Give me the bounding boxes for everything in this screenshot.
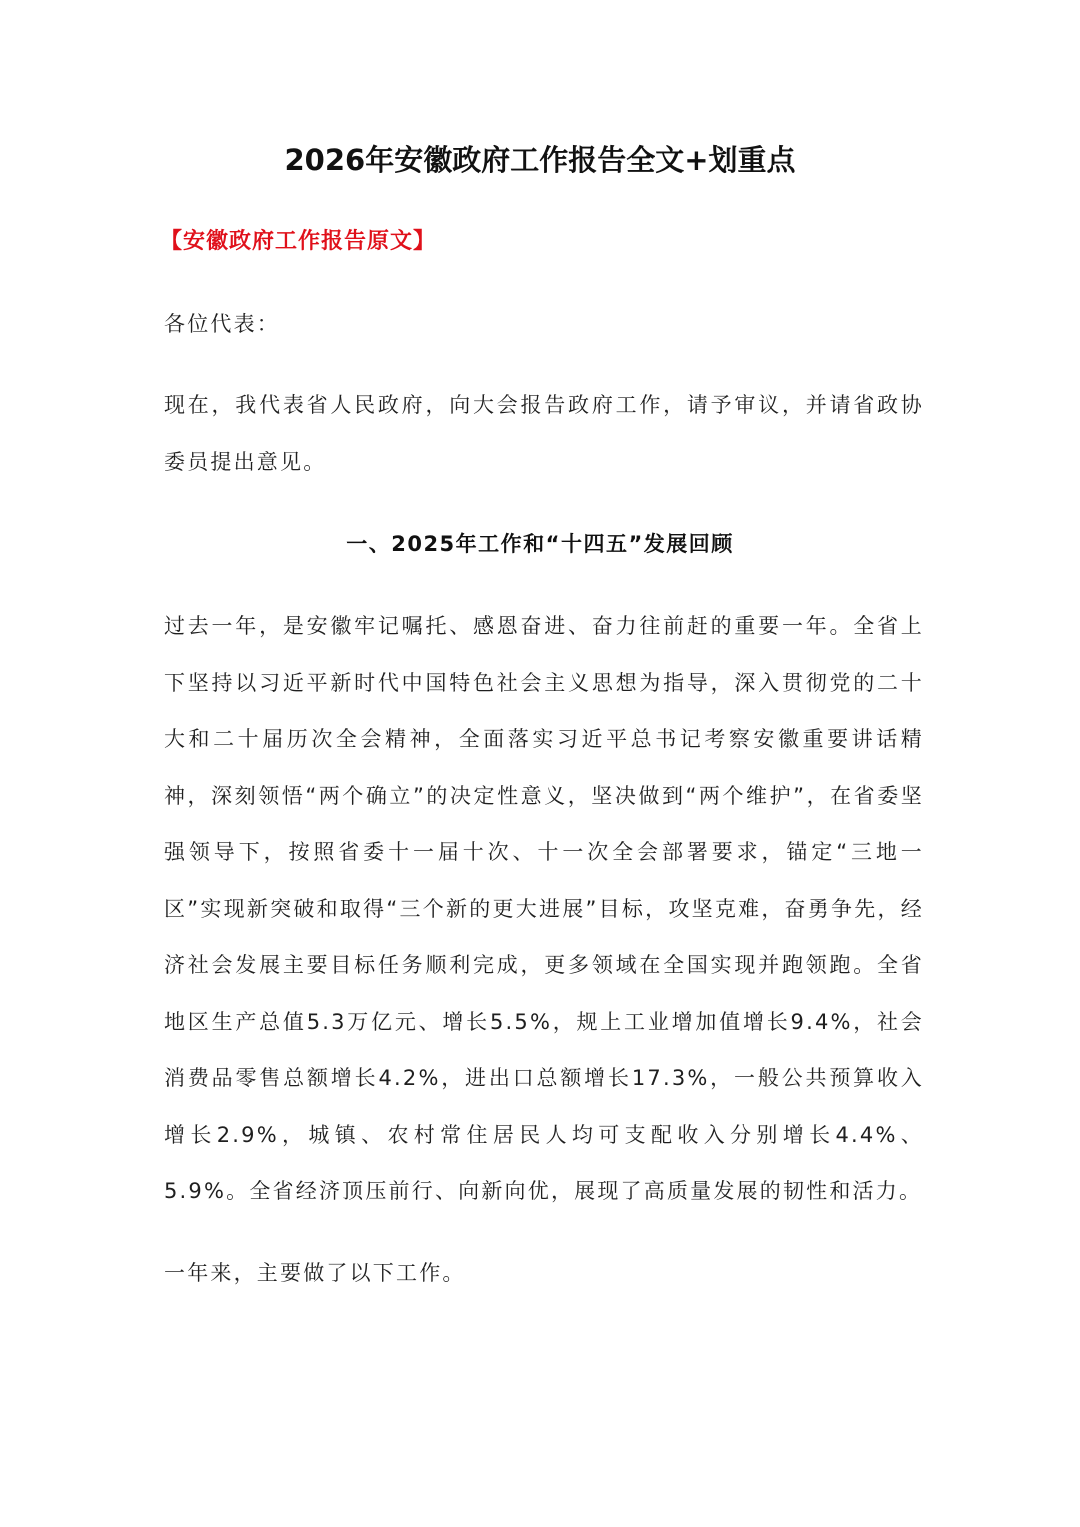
section-tag: 【安徽政府工作报告原文】 [160, 229, 437, 254]
salutation: 各位代表： [164, 312, 280, 336]
section-heading: 一、2025年工作和“十四五”发展回顾 [346, 532, 734, 556]
document-title: 2026年安徽政府工作报告全文+划重点 [284, 143, 796, 177]
closing-paragraph: 一年来，主要做了以下工作。 [164, 1261, 466, 1285]
body-paragraph: 过去一年，是安徽牢记嘱托、感恩奋进、奋力往前赶的重要一年。全省上下坚持以习近平新时代中国特色社会主义思想为指导，深入贯彻党的二十大和二十届历次全会精神，全面落实习近平总书记考察安徽重要讲话精神，深刻领悟“两个确立”的决定性意义，坚决做到“两个维护”，在省委坚强领导下，按照省委十一届十次、十一次全会部署要求，锚定“三地一区”实现新突破和取得“三个新的更大进展”目标，攻坚克难，奋勇争先，经济社会发展主要目标任务顺利完成，更多领域在全国实现并跑领跑。全省地区生产总值5.3万亿元、增长5.5%，规上工业增加值增长9.4%，社会消费品零售总额增长4.2%，进出口总额增长17.3%，一般公共预算收入增长2.9%，城镇、农村常住居民人均可支配收入分别增长4.4%、5.9%。全省经济顶压前行、向新向优，展现了高质量发展的韧性和活力。 [164, 614, 924, 1203]
intro-paragraph: 现在，我代表省人民政府，向大会报告政府工作，请予审议，并请省政协委员提出意见。 [164, 393, 924, 474]
